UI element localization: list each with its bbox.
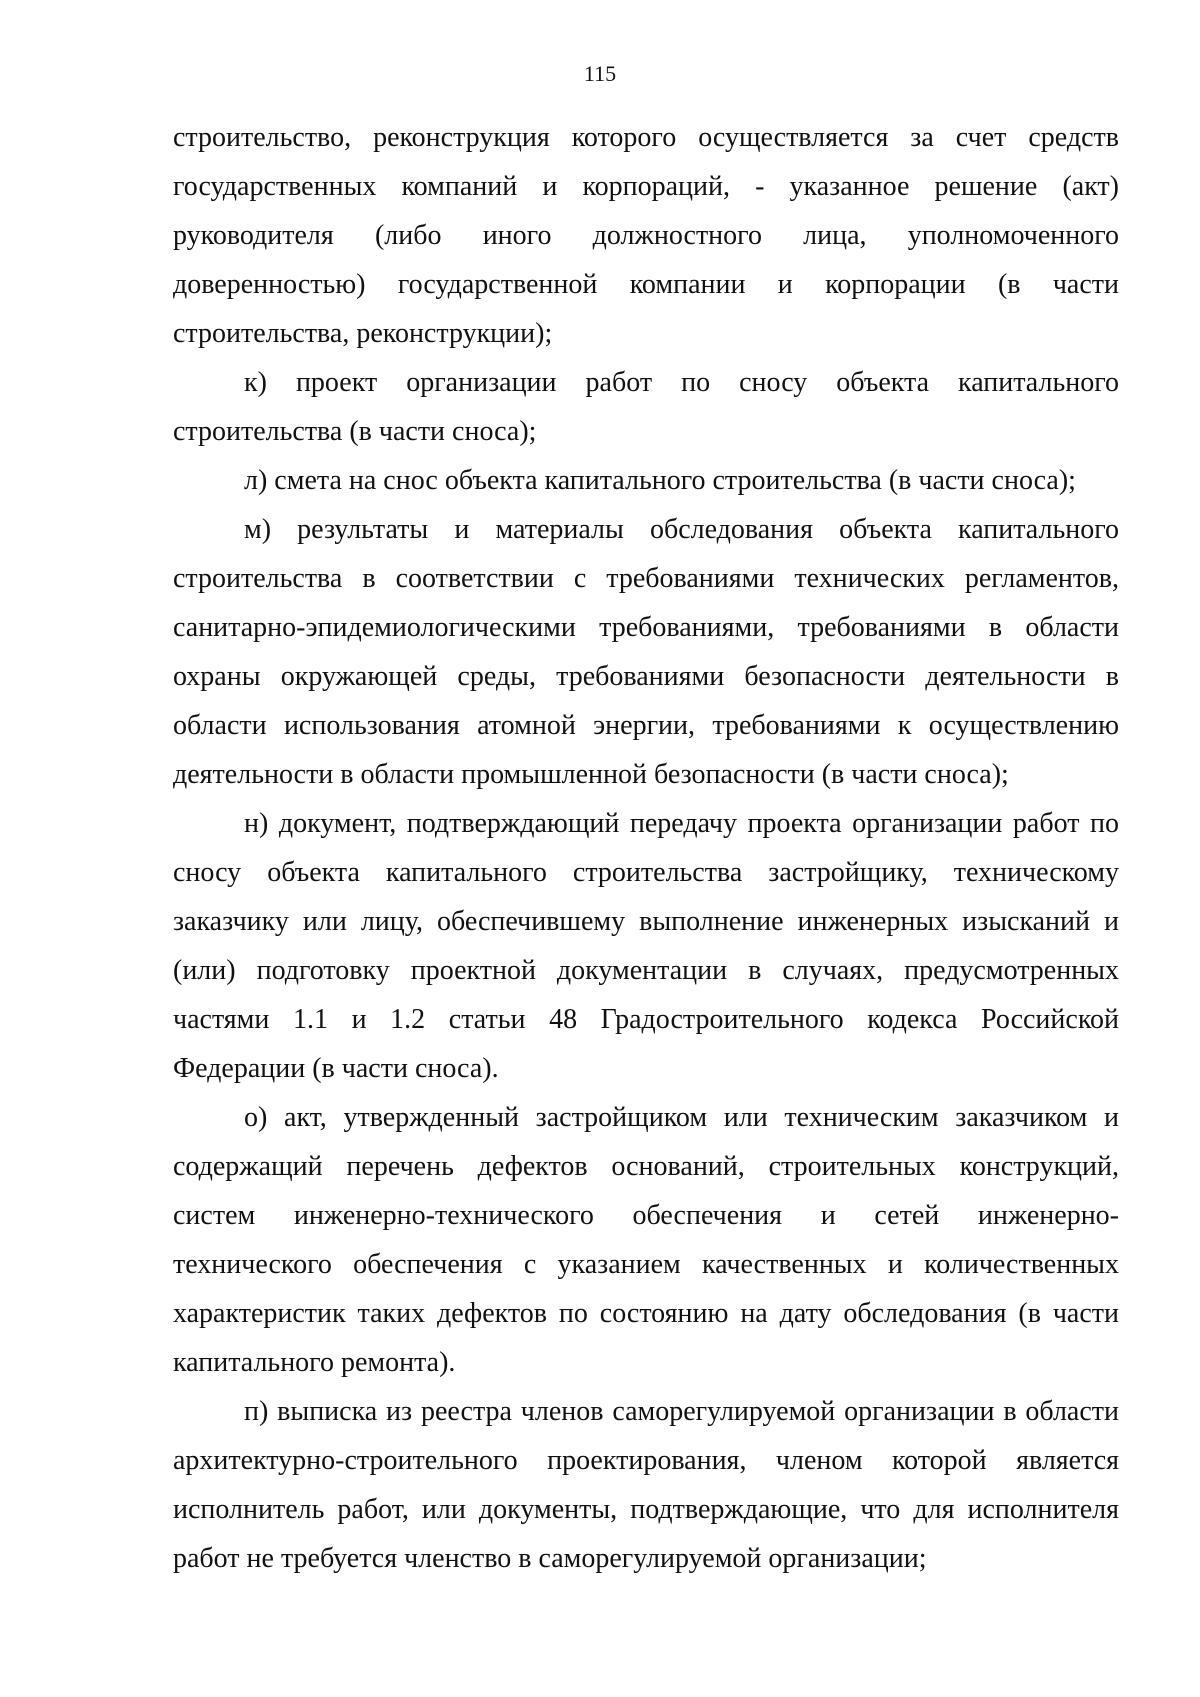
paragraph-item-p: п) выписка из реестра членов саморегулируемой организации в области архитектурно-строительного проектирования, членом которой является исполнитель работ, или документы, подтверждающие, что для исполнителя работ не требуется членство в саморегулируемой организации; <box>173 1396 1119 1574</box>
document-body <box>173 113 1119 1583</box>
paragraph-item-l: л) смета на снос объекта капитального строительства (в части сноса); <box>244 465 1076 496</box>
page-number: 115 <box>583 61 617 86</box>
paragraph-item-k: к) проект организации работ по сносу объекта капитального строительства (в части сноса); <box>173 367 1119 447</box>
paragraph-item-n: н) документ, подтверждающий передачу проекта организации работ по сносу объекта капитального строительства застройщику, техническому заказчику или лицу, обеспечившему выполнение инженерных изысканий и (или) подготовку проектной документации в случаях, предусмотренных частями 1.1 и 1.2 статьи 48 Градостроительного кодекса Российской Федерации (в части сноса). <box>173 808 1119 1084</box>
paragraph-item-o: о) акт, утвержденный застройщиком или техническим заказчиком и содержащий перечень дефектов оснований, строительных конструкций, систем инженерно-технического обеспечения и сетей инженерно-технического обеспечения с указанием качественных и количественных характеристик таких дефектов по состоянию на дату обследования (в части капитального ремонта). <box>173 1102 1119 1378</box>
paragraph-continuation: строительство, реконструкция которого осуществляется за счет средств государственных компаний и корпораций, - указанное решение (акт) руководителя (либо иного должностного лица, уполномоченного доверенностью) государственной компании и корпорации (в части строительства, реконструкции); <box>173 122 1119 349</box>
paragraph-item-m: м) результаты и материалы обследования объекта капитального строительства в соответствии с требованиями технических регламентов, санитарно-эпидемиологическими требованиями, требованиями в области охраны окружающей среды, требованиями безопасности деятельности в области использования атомной энергии, требованиями к осуществлению деятельности в области промышленной безопасности (в части сноса); <box>173 514 1119 790</box>
